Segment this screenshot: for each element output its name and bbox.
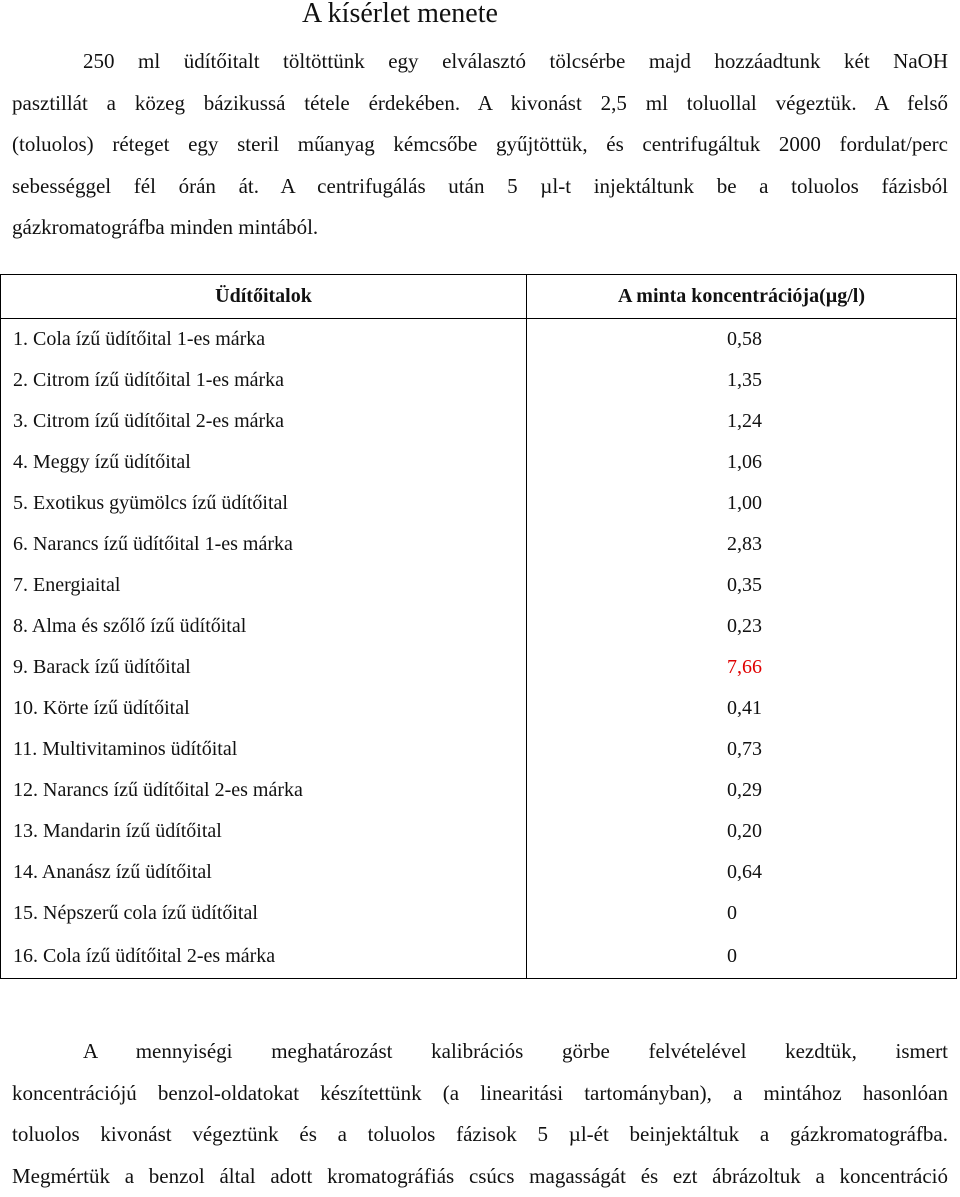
drink-name-cell: 15. Népszerű cola ízű üdítőital	[1, 893, 527, 934]
drink-name-cell: 12. Narancs ízű üdítőital 2-es márka	[1, 770, 527, 811]
table-row	[1, 811, 957, 852]
intro-line: 250 ml üdítőitalt töltöttünk egy elválasztó tölcsérbe majd hozzáadtunk két NaOH	[12, 41, 948, 83]
table-header-row	[1, 275, 957, 319]
table-row	[1, 647, 957, 688]
table-row	[1, 729, 957, 770]
table-row	[1, 893, 957, 934]
outro-line: Megmértük a benzol által adott kromatográfiás csúcs magasságát és ezt ábrázoltuk a koncentráció	[12, 1156, 948, 1197]
table-row	[1, 770, 957, 811]
drink-name-cell: 6. Narancs ízű üdítőital 1-es márka	[1, 524, 527, 565]
table-row	[1, 401, 957, 442]
concentration-cell: 1,00	[527, 483, 957, 524]
drink-name-cell: 1. Cola ízű üdítőital 1-es márka	[1, 319, 527, 361]
concentration-cell: 0,29	[527, 770, 957, 811]
table-row	[1, 483, 957, 524]
outro-line: toluolos kivonást végeztünk és a toluolos fázisok 5 µl-ét beinjektáltuk a gázkromatográfba.	[12, 1114, 948, 1156]
concentration-cell: 1,35	[527, 360, 957, 401]
column-header-concentration: A minta koncentrációja(µg/l)	[527, 275, 957, 319]
concentration-table	[0, 274, 957, 979]
table-body	[1, 319, 957, 979]
concentration-cell: 0,58	[527, 319, 957, 361]
drink-name-cell: 16. Cola ízű üdítőital 2-es márka	[1, 934, 527, 979]
outro-line: A mennyiségi meghatározást kalibrációs görbe felvételével kezdtük, ismert	[12, 1031, 948, 1073]
drink-name-cell: 9. Barack ízű üdítőital	[1, 647, 527, 688]
drink-name-cell: 7. Energiaital	[1, 565, 527, 606]
concentration-cell: 0,23	[527, 606, 957, 647]
table-row	[1, 360, 957, 401]
concentration-cell: 0,73	[527, 729, 957, 770]
table-row	[1, 565, 957, 606]
table-row	[1, 442, 957, 483]
concentration-cell: 1,24	[527, 401, 957, 442]
intro-line: pasztillát a közeg bázikussá tétele érdekében. A kivonást 2,5 ml toluollal végeztük. A felső	[12, 83, 948, 125]
table-row	[1, 852, 957, 893]
intro-line: (toluolos) réteget egy steril műanyag kémcsőbe gyűjtöttük, és centrifugáltuk 2000 fordulat/perc	[12, 124, 948, 166]
concentration-cell: 2,83	[527, 524, 957, 565]
drink-name-cell: 10. Körte ízű üdítőital	[1, 688, 527, 729]
concentration-cell: 0	[527, 893, 957, 934]
drink-name-cell: 2. Citrom ízű üdítőital 1-es márka	[1, 360, 527, 401]
concentration-cell: 0	[527, 934, 957, 979]
concentration-cell: 0,64	[527, 852, 957, 893]
page-title: A kísérlet menete	[302, 0, 498, 30]
concentration-cell: 7,66	[527, 647, 957, 688]
concentration-cell: 0,41	[527, 688, 957, 729]
drink-name-cell: 13. Mandarin ízű üdítőital	[1, 811, 527, 852]
intro-line: gázkromatográfba minden mintából.	[12, 207, 948, 249]
intro-paragraph	[12, 41, 948, 249]
table-row	[1, 319, 957, 361]
drink-name-cell: 11. Multivitaminos üdítőital	[1, 729, 527, 770]
outro-line: koncentrációjú benzol-oldatokat készítettünk (a linearitási tartományban), a mintához hasonlóan	[12, 1073, 948, 1115]
drink-name-cell: 8. Alma és szőlő ízű üdítőital	[1, 606, 527, 647]
drink-name-cell: 5. Exotikus gyümölcs ízű üdítőital	[1, 483, 527, 524]
table-row	[1, 688, 957, 729]
concentration-cell: 0,20	[527, 811, 957, 852]
intro-line: sebességgel fél órán át. A centrifugálás után 5 µl-t injektáltunk be a toluolos fázisból	[12, 166, 948, 208]
outro-paragraph	[12, 1031, 948, 1197]
table-row	[1, 524, 957, 565]
drink-name-cell: 3. Citrom ízű üdítőital 2-es márka	[1, 401, 527, 442]
table-row	[1, 934, 957, 979]
drink-name-cell: 4. Meggy ízű üdítőital	[1, 442, 527, 483]
table-row	[1, 606, 957, 647]
concentration-cell: 1,06	[527, 442, 957, 483]
drink-name-cell: 14. Ananász ízű üdítőital	[1, 852, 527, 893]
column-header-drinks: Üdítőitalok	[1, 275, 527, 319]
concentration-cell: 0,35	[527, 565, 957, 606]
